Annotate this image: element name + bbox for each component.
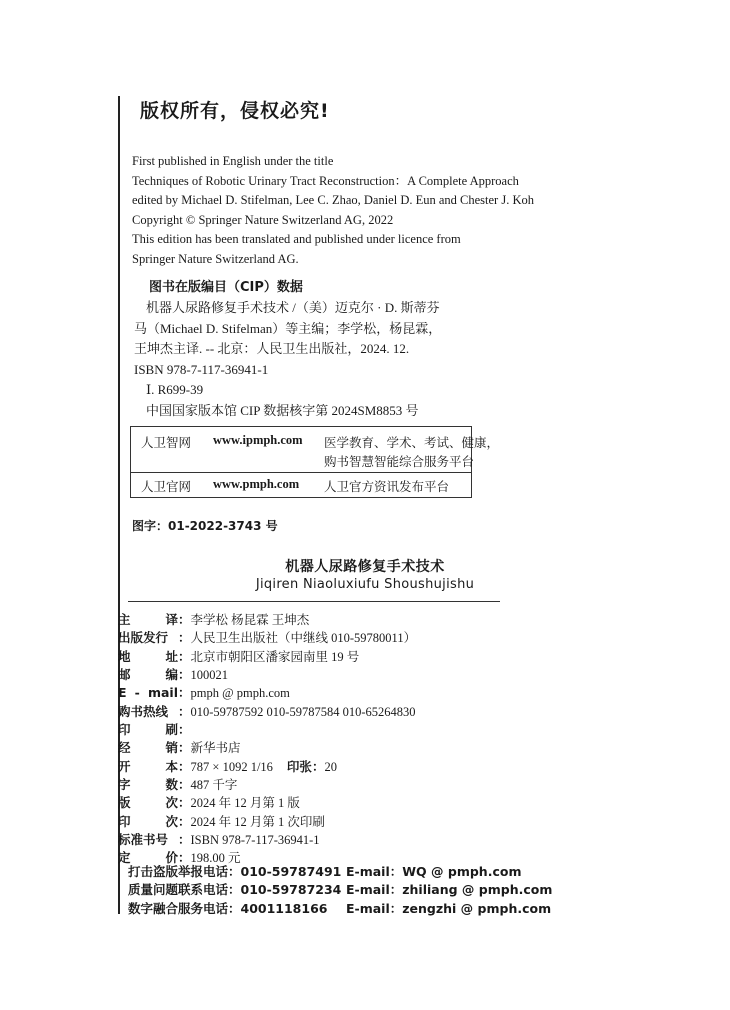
detail-colon: ： xyxy=(178,777,191,793)
detail-label-part: - xyxy=(134,685,140,701)
detail-label xyxy=(118,611,178,629)
detail-row xyxy=(118,666,416,684)
publication-details xyxy=(118,611,416,868)
english-line: This edition has been translated and published under licence from xyxy=(132,232,461,247)
detail-row xyxy=(118,739,416,757)
detail-label xyxy=(118,721,178,739)
detail-label-part: 主 xyxy=(118,612,131,627)
detail-label-part: 开 xyxy=(118,758,131,774)
contact-email-piracy: E-mail：WQ @ pmph.com xyxy=(346,864,522,879)
contact-email-quality: E-mail：zhiliang @ pmph.com xyxy=(346,882,553,898)
detail-row xyxy=(118,758,416,776)
title-divider xyxy=(128,601,500,602)
cip-line: 马（Michael D. Stifelman）等主编；李学松，杨昆霖， xyxy=(134,320,442,336)
english-line: Springer Nature Switzerland AG. xyxy=(132,251,299,266)
english-line: Copyright © Springer Nature Switzerland AG, 2022 xyxy=(132,212,394,227)
detail-row xyxy=(118,776,416,794)
contact-phone-quality: 质量问题联系电话：010-59787234 xyxy=(128,882,342,898)
detail-gap xyxy=(273,758,287,776)
detail-colon: ： xyxy=(178,758,191,774)
detail-value: 198.00 元 xyxy=(190,851,241,866)
detail-label-part: 编 xyxy=(165,667,178,683)
site-desc-pmph: 人卫官方资讯发布平台 xyxy=(324,479,450,494)
detail-label-part: 本 xyxy=(165,758,178,774)
detail-label-part: 邮 xyxy=(118,667,131,683)
detail-label-part: 数 xyxy=(165,777,178,793)
detail-value: 2024 年 12 月第 1 版 xyxy=(190,796,300,811)
detail-label xyxy=(118,794,178,812)
detail-label-part: 次 xyxy=(165,795,178,811)
detail-row xyxy=(118,611,416,629)
cip-line: 机器人尿路修复手术技术 /（美）迈克尔 · D. 斯蒂芬 xyxy=(146,300,440,315)
contact-info xyxy=(128,863,552,918)
detail-colon: ： xyxy=(178,630,191,646)
detail-label-part: 销 xyxy=(165,740,178,756)
detail-label xyxy=(118,666,178,684)
detail-label xyxy=(118,831,178,849)
detail-value: 487 千字 xyxy=(190,778,238,793)
detail-extra-label: 印张 xyxy=(286,758,312,774)
detail-row xyxy=(118,648,416,666)
detail-label-part: 地 xyxy=(118,648,131,664)
detail-label-part: 次 xyxy=(165,813,178,829)
detail-colon: ： xyxy=(178,648,191,664)
detail-label-part: 经 xyxy=(118,740,131,756)
detail-value: ISBN 978-7-117-36941-1 xyxy=(190,833,320,848)
detail-row xyxy=(118,703,416,721)
english-line: First published in English under the title xyxy=(132,154,334,168)
detail-value: 李学松 杨昆霖 王坤杰 xyxy=(190,613,310,627)
detail-row xyxy=(118,831,416,849)
contact-row xyxy=(128,881,552,899)
book-title: 机器人尿路修复手术技术 xyxy=(285,559,445,575)
detail-label xyxy=(118,813,178,831)
detail-colon: ： xyxy=(178,667,191,683)
cip-line: Ⅰ. R699-39 xyxy=(146,382,204,397)
detail-colon: ： xyxy=(178,795,191,811)
site-name-pmph: 人卫官网 xyxy=(141,479,192,494)
contact-email-digital: E-mail：zengzhi @ pmph.com xyxy=(346,900,552,916)
cip-line: 中国国家版本馆 CIP 数据核字第 2024SM8853 号 xyxy=(146,402,419,418)
detail-label-part: 定 xyxy=(118,850,131,866)
site-name-ipmph: 人卫智网 xyxy=(141,435,192,450)
site-desc-ipmph-2: 购书智慧智能综合服务平台 xyxy=(324,454,475,469)
detail-row xyxy=(118,684,416,702)
cip-data-block xyxy=(134,298,441,421)
detail-value: 新华书店 xyxy=(190,741,241,756)
site-desc-ipmph-1: 医学教育、学术、考试、健康， xyxy=(324,435,500,450)
contact-row xyxy=(128,863,552,881)
detail-label-part: 刷 xyxy=(165,722,178,738)
contact-phone-digital: 数字融合服务电话：4001118166 xyxy=(128,900,328,916)
detail-extra-value: 20 xyxy=(324,759,337,774)
detail-row xyxy=(118,813,416,831)
site-url-ipmph[interactable]: www.ipmph.com xyxy=(213,433,303,447)
book-title-pinyin: Jiqiren Niaoluxiufu Shoushujishu xyxy=(255,577,475,592)
detail-label-part: 购书热线 xyxy=(118,703,169,719)
detail-label-part: 译 xyxy=(165,612,178,627)
detail-label-part: 价 xyxy=(165,850,178,866)
detail-value: 010-59787592 010-59787584 010-65264830 xyxy=(190,704,416,719)
copyright-notice: 版权所有，侵权必究! xyxy=(140,100,330,122)
detail-colon: ： xyxy=(178,832,191,848)
detail-label xyxy=(118,684,178,702)
contact-phone-piracy: 打击盗版举报电话：010-59787491 xyxy=(128,864,342,879)
detail-label-part: 标准书号 xyxy=(118,832,169,848)
detail-label-part: 字 xyxy=(118,777,131,793)
detail-label-part: 出版发行 xyxy=(118,630,169,646)
pmph-info-box xyxy=(130,426,500,498)
detail-label xyxy=(118,703,178,721)
detail-value: pmph @ pmph.com xyxy=(190,686,290,701)
detail-colon: ： xyxy=(178,685,191,701)
cip-heading: 图书在版编目（CIP）数据 xyxy=(149,280,303,295)
detail-row xyxy=(118,794,416,812)
cip-line: 王坤杰主译. -- 北京：人民卫生出版社，2024. 12. xyxy=(134,341,410,356)
detail-colon: ： xyxy=(178,703,191,719)
english-line: Techniques of Robotic Urinary Tract Reconstruction：A Complete Approach xyxy=(132,173,519,188)
detail-value: 100021 xyxy=(190,668,229,683)
detail-value: 787 × 1092 1/16 xyxy=(190,759,273,774)
detail-label-part: 址 xyxy=(165,648,178,664)
detail-row xyxy=(118,721,416,739)
cip-line: ISBN 978-7-117-36941-1 xyxy=(134,361,269,377)
detail-value: 人民卫生出版社（中继线 010-59780011） xyxy=(190,631,417,646)
detail-colon: ： xyxy=(311,758,325,774)
copyright-permit-number: 图字：01-2022-3743 号 xyxy=(132,519,278,533)
detail-label xyxy=(118,739,178,757)
detail-colon: ： xyxy=(178,850,191,866)
contact-row xyxy=(128,900,552,918)
info-box-divider xyxy=(131,472,471,473)
english-line: edited by Michael D. Stifelman, Lee C. Zhao, Daniel D. Eun and Chester J. Koh xyxy=(132,193,534,208)
detail-label-part: E xyxy=(118,685,127,701)
detail-colon: ： xyxy=(178,722,191,738)
detail-value: 2024 年 12 月第 1 次印刷 xyxy=(190,814,325,829)
detail-label-part: 印 xyxy=(118,813,131,829)
detail-label xyxy=(118,758,178,776)
detail-row xyxy=(118,629,416,647)
detail-label-part: 版 xyxy=(118,795,131,811)
detail-label-part: mail xyxy=(147,685,178,701)
detail-label xyxy=(118,648,178,666)
english-edition-statement xyxy=(132,152,534,270)
detail-label-part: 印 xyxy=(118,722,131,738)
detail-value: 北京市朝阳区潘家园南里 19 号 xyxy=(190,649,360,664)
detail-label xyxy=(118,776,178,794)
detail-colon: ： xyxy=(178,612,191,627)
detail-label xyxy=(118,629,178,647)
site-url-pmph[interactable]: www.pmph.com xyxy=(213,477,300,491)
detail-colon: ： xyxy=(178,740,191,756)
detail-colon: ： xyxy=(178,813,191,829)
